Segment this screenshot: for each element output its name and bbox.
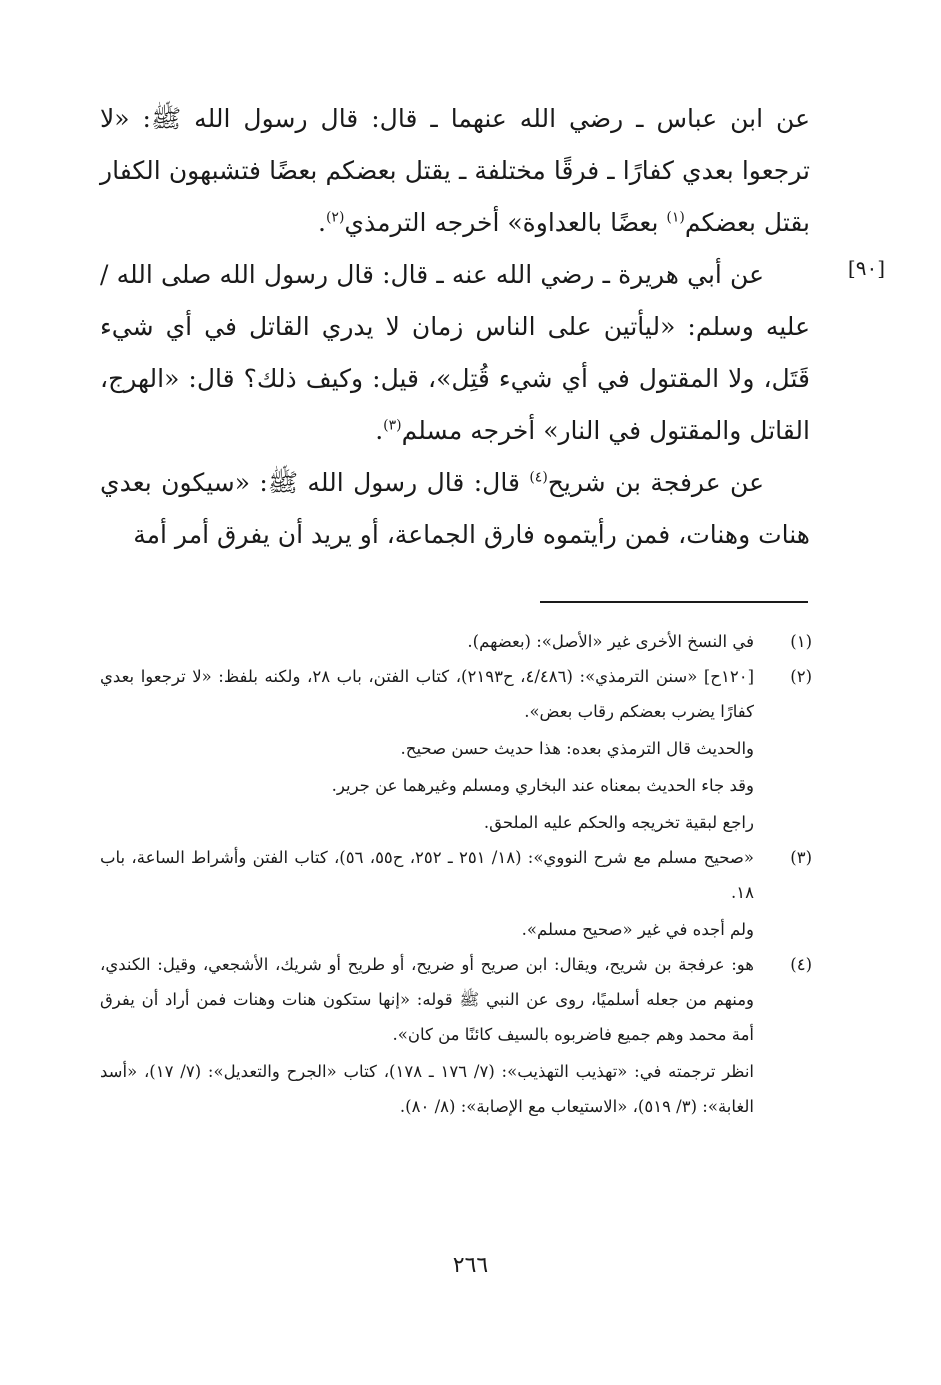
footnote-ref[interactable]: (٤) (529, 469, 548, 486)
footnote-number: (١) (790, 632, 812, 651)
footnotes (100, 624, 812, 1124)
paragraph-ibn-abbas: عن ابن عباس ـ رضي الله عنهما ـ قال: قال رسول الله ﷺ: «لا ترجعوا بعدي كفارًا ـ فرقًا مختلفة ـ يقتل بعضكم بعضًا فتشبهون الكفار بقتل بعضكم$^{(١)}$ بعضًا بالعداوة» أخرجه الترمذي$^{(٢)}$. (100, 104, 810, 237)
paragraph-abu-hurayra: عن أبي هريرة ـ رضي الله عنه ـ قال: قال رسول الله صلى الله / عليه وسلم: «ليأتين على الناس زمان لا يدري القاتل في أي شيء قَتَل، ولا المقتول في أي شيء قُتِل»، قيل: وكيف ذلك؟ قال: «الهرج، القاتل والمقتول في النار» أخرجه مسلم$^{(٣)}$. (100, 260, 810, 445)
footnote-4: (٤) هو: عرفجة بن شريح، ويقال: ابن صريح أو ضريح، أو طريح أو شريك، الأشجعي، وقيل: الكندي، ومنهم من جعله أسلميًا، روى عن النبي ﷺ قوله: «إنها ستكون هنات وهنات فمن أراد أن يفرق أمة محمد وهم جميع فاضربوه بالسيف كائنًا من كان». انظر ترجمته في: «تهذيب التهذيب»: (٧/ ١٧٦ ـ ١٧٨)، كتاب «الجرح والتعديل»: (٧/ ١٧)، «أسد الغابة»: (٣/ ٥١٩)، «الاستيعاب مع الإصابة»: (٨/ ٨٠). (100, 947, 812, 1124)
footnote-divider (540, 601, 808, 603)
footnote-number: (٤) (790, 955, 812, 974)
footnote-1: (١) في النسخ الأخرى غير «الأصل»: (بعضهم). (100, 624, 812, 659)
footnote-number: (٢) (790, 667, 812, 686)
footnote-2: (٢) [١٢٠ح] «سنن الترمذي»: (٤/٤٨٦، ح٢١٩٣)، كتاب الفتن، باب ٢٨، ولكنه بلفظ: «لا ترجعوا بعدي كفارًا يضرب بعضكم رقاب بعض». والحديث قال الترمذي بعده: هذا حديث حسن صحيح. وقد جاء الحديث بمعناه عند البخاري ومسلم وغيرهما عن جرير. راجع لبقية تخريجه والحكم عليه الملحق. (100, 659, 812, 840)
footnote-ref[interactable]: (٣) (383, 417, 402, 434)
footnote-3: (٣) «صحيح مسلم مع شرح النووي»: (١٨/ ٢٥١ ـ ٢٥٢، ح٥٥، ٥٦)، كتاب الفتن وأشراط الساعة، باب ١٨. ولم أجده في غير «صحيح مسلم». (100, 840, 812, 947)
footnote-ref[interactable]: (١) (666, 209, 685, 226)
page-number: ٢٦٦ (452, 1253, 489, 1278)
footnote-ref[interactable]: (٢) (325, 209, 345, 226)
main-text (100, 93, 810, 561)
hadith-number: [٩٠] (847, 256, 885, 280)
paragraph-arfaja: عن عرفجة بن شريح$^{(٤)}$ قال: قال رسول الله ﷺ: «سيكون بعدي هنات وهنات، فمن رأيتموه فارق الجماعة، أو يريد أن يفرق أمر أمة (100, 468, 810, 549)
footnote-number: (٣) (790, 848, 812, 867)
